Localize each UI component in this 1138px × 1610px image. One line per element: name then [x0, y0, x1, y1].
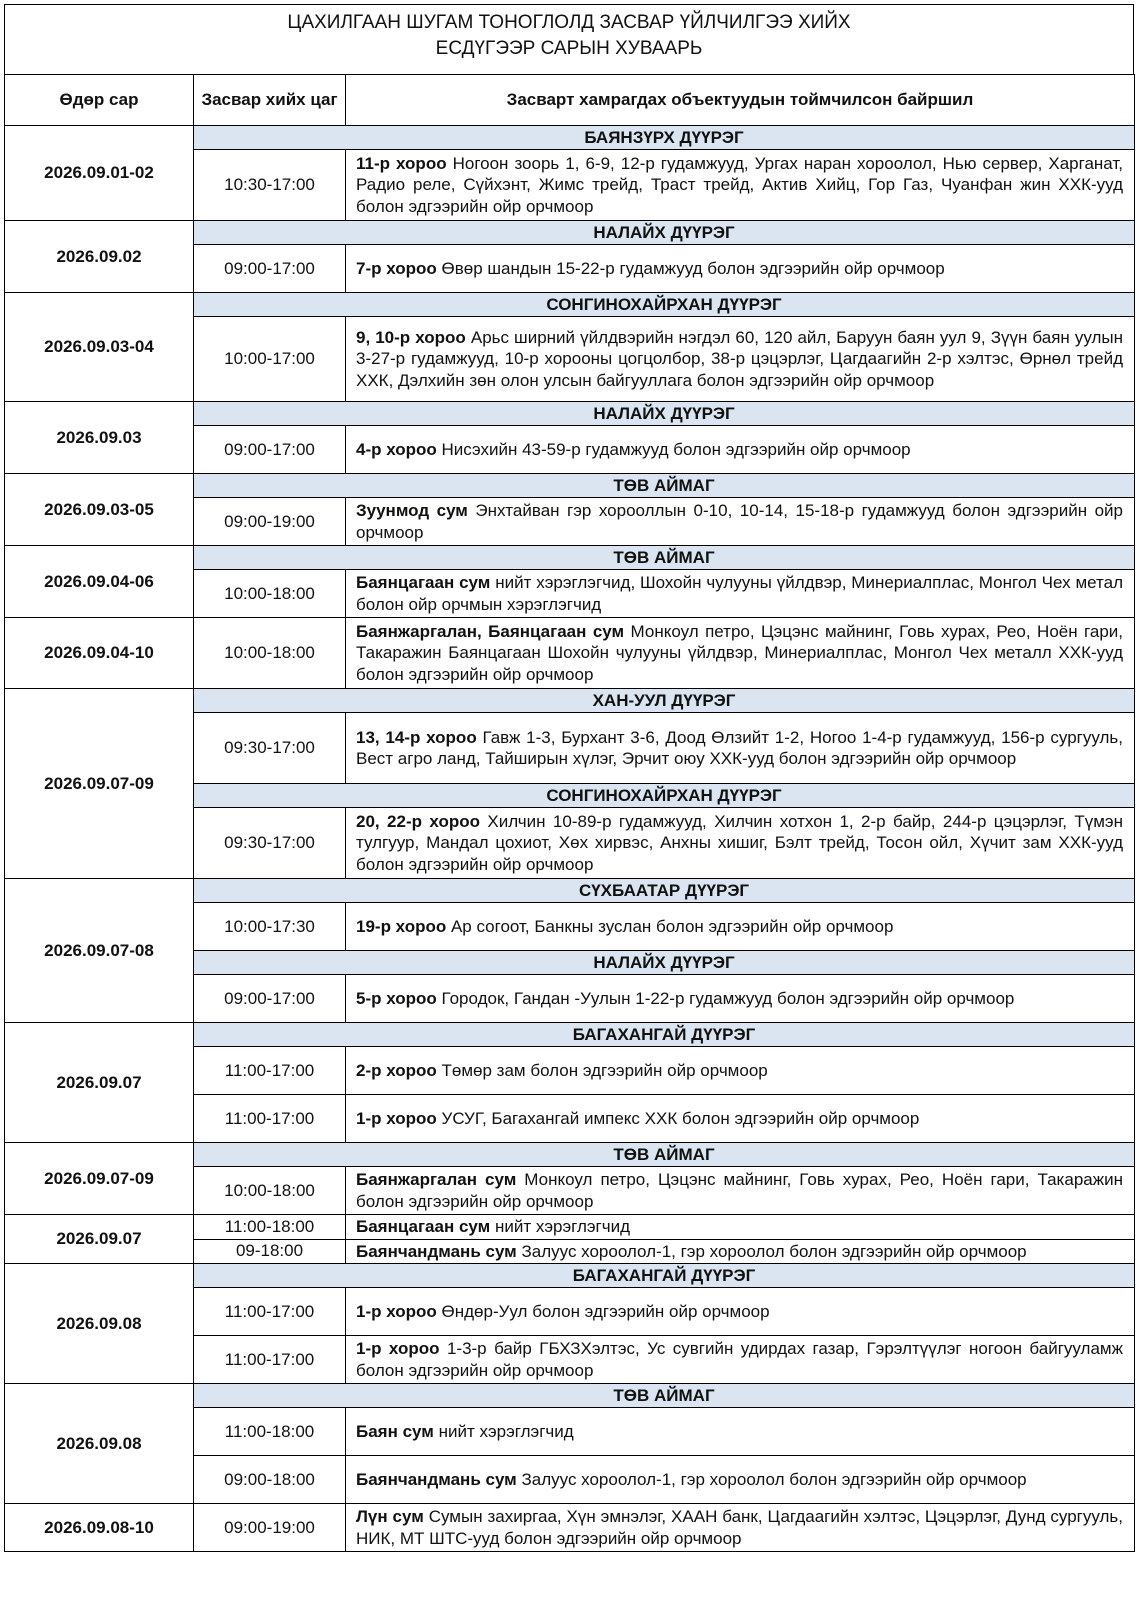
time-cell: 09:30-17:00 [194, 808, 346, 879]
location-description: Монкоул петро, Цэцэнс майнинг, Говь хурах, Рео, Ноён гари, Такаражин Баянцагаан Шохойн чулууны үйлдвэр, Минериалплас, Монгол Чех металл ХХК-ууд болон эдгээрийн ойр орчмоор [356, 621, 1123, 684]
district-row [5, 1143, 1135, 1167]
location-cell [346, 1047, 1135, 1095]
header-date: Өдөр сар [5, 75, 194, 126]
location-place: 9, 10-р хороо [356, 327, 466, 347]
schedule-row [5, 1215, 1135, 1240]
location-cell [346, 618, 1135, 689]
location-place: Баянцагаан сум [356, 573, 491, 592]
schedule-document [4, 4, 1134, 1606]
schedule-body [5, 126, 1135, 1552]
time-cell: 09:00-19:00 [194, 1504, 346, 1552]
district-row [5, 1384, 1135, 1408]
date-cell: 2026.09.07 [5, 1023, 194, 1143]
location-place: 7-р хороо [356, 258, 437, 278]
location-place: Баян сум [356, 1421, 434, 1441]
schedule-row [5, 618, 1135, 689]
location-description: 1-3-р байр ГБХЗХэлтэс, Ус сувгийн удирдах газар, Гэрэлтүүлэг ногоон байгууламж болон эдгээрийн ойр орчмоор [356, 1339, 1123, 1380]
time-cell: 11:00-17:00 [194, 1336, 346, 1384]
district-row [5, 402, 1135, 426]
time-cell: 10:00-18:00 [194, 1167, 346, 1215]
location-cell [346, 713, 1135, 784]
location-cell [346, 1504, 1135, 1552]
location-place: 11-р хороо [356, 153, 447, 173]
location-cell [346, 317, 1135, 402]
location-description: Нисэхийн 43-59-р гудамжууд болон эдгээрийн ойр орчмоор [436, 439, 911, 459]
title-line-2: ЕСДҮГЭЭР САРЫН ХУВААРЬ [435, 38, 703, 59]
location-description: Сумын захиргаа, Хүн эмнэлэг, ХААН банк, Цагдаагийн хэлтэс, Цэцэрлэг, Дунд сургууль, НИК, МТ ШТС-ууд болон эдгээрийн ойр орчмоор [356, 1507, 1123, 1548]
location-cell [346, 1288, 1135, 1336]
location-place: Баянжаргалан, Баянцагаан сум [356, 621, 625, 641]
location-description: Ногоон зоорь 1, 6-9, 12-р гудамжууд, Ургах наран хороолол, Нью сервер, Харганат, Радио реле, Сүйхэнт, Жимс трейд, Траст трейд, Актив Хийц, Гор Газ, Чуанфан жин ХХК-ууд болон эдгээрийн ойр орчмоор [356, 153, 1123, 216]
header-time: Засвар хийх цаг [194, 75, 346, 126]
district-row [5, 879, 1135, 903]
district-row [5, 221, 1135, 245]
location-description: Залуус хороолол-1, гэр хороолол болон эдгээрийн ойр орчмоор [516, 1469, 1027, 1489]
date-cell: 2026.09.08-10 [5, 1504, 194, 1552]
district-row [5, 546, 1135, 570]
location-place: 2-р хороо [356, 1060, 437, 1080]
location-description: нийт хэрэглэгчид [433, 1421, 574, 1441]
time-cell: 10:00-18:00 [194, 570, 346, 618]
location-cell [346, 1215, 1135, 1240]
time-cell: 11:00-17:00 [194, 1095, 346, 1143]
district-heading: СОНГИНОХАЙРХАН ДҮҮРЭГ [194, 293, 1135, 317]
location-description: УСУГ, Багахангай импекс ХХК болон эдгээрийн ойр орчмоор [436, 1108, 920, 1128]
document-title [4, 4, 1134, 74]
district-heading: ТӨВ АЙМАГ [194, 1143, 1135, 1167]
location-description: Гавж 1-3, Бурхант 3-6, Доод Өлзийт 1-2, Ногоо 1-4-р гудамжууд, 156-р сургууль, Вест агро ланд, Тайширын хүлэг, Эрчит оюу ХХК-ууд болон эдгээрийн ойр орчмоор [356, 727, 1123, 768]
location-place: 1-р хороо [356, 1301, 437, 1321]
time-cell: 10:00-17:30 [194, 903, 346, 951]
location-place: 19-р хороо [356, 916, 447, 936]
location-description: Хилчин 10-89-р гудамжууд, Хилчин хотхон 1, 2-р байр, 244-р цэцэрлэг, Түмэн тулгуур, Мандал цохиот, Хөх хирвэс, Анхны хишиг, Бэлт трейд, Тосон ойл, Хүчит зам ХХК-ууд болон эдгээрийн ойр орчмоор [356, 811, 1123, 874]
location-place: Зуунмод сум [356, 501, 468, 520]
location-place: 1-р хороо [356, 1339, 440, 1358]
district-heading: НАЛАЙХ ДҮҮРЭГ [194, 402, 1135, 426]
date-cell: 2026.09.04-10 [5, 618, 194, 689]
date-cell: 2026.09.07-09 [5, 1143, 194, 1215]
date-cell: 2026.09.01-02 [5, 126, 194, 221]
location-cell [346, 1408, 1135, 1456]
location-place: Баянжаргалан сум [356, 1170, 517, 1189]
time-cell: 10:00-17:00 [194, 317, 346, 402]
location-cell [346, 903, 1135, 951]
location-place: Баянчандмань сум [356, 1469, 517, 1489]
location-description: нийт хэрэглэгчид [490, 1217, 631, 1236]
location-description: Залуус хороолол-1, гэр хороолол болон эдгээрийн ойр орчмоор [516, 1241, 1027, 1261]
location-place: 20, 22-р хороо [356, 811, 480, 831]
location-description: Монкоул петро, Цэцэнс майнинг, Говь хурах, Рео, Ноён гари, Такаражин болон эдгээрийн ойр орчмоор [356, 1170, 1123, 1211]
location-description: Энхтайван гэр хорооллын 0-10, 10-14, 15-18-р гудамжууд болон эдгээрийн ойр орчмоор [356, 501, 1123, 542]
location-place: 13, 14-р хороо [356, 727, 477, 747]
location-place: Баянцагаан сум [356, 1217, 491, 1236]
date-cell: 2026.09.08 [5, 1384, 194, 1504]
district-row [5, 126, 1135, 150]
date-cell: 2026.09.03-04 [5, 293, 194, 402]
time-cell: 11:00-17:00 [194, 1288, 346, 1336]
location-cell [346, 1336, 1135, 1384]
location-description: нийт хэрэглэгчид, Шохойн чулууны үйлдвэр, Минериалплас, Монгол Чех метал болон ойр орчмын хэрэглэгчид [356, 573, 1123, 614]
district-heading: БАГАХАНГАЙ ДҮҮРЭГ [194, 1264, 1135, 1288]
header-row [5, 75, 1135, 126]
date-cell: 2026.09.02 [5, 221, 194, 293]
time-cell: 11:00-17:00 [194, 1047, 346, 1095]
district-row [5, 1264, 1135, 1288]
district-row [5, 293, 1135, 317]
location-place: 4-р хороо [356, 439, 437, 459]
time-cell: 10:00-18:00 [194, 618, 346, 689]
location-cell [346, 975, 1135, 1023]
schedule-table [4, 74, 1135, 1552]
location-cell [346, 570, 1135, 618]
date-cell: 2026.09.08 [5, 1264, 194, 1384]
location-place: Баянчандмань сум [356, 1241, 517, 1261]
location-cell [346, 245, 1135, 293]
district-heading: НАЛАЙХ ДҮҮРЭГ [194, 951, 1135, 975]
header-location: Засварт хамрагдах объектуудын тоймчилсон байршил [346, 75, 1135, 126]
date-cell: 2026.09.07 [5, 1215, 194, 1264]
date-cell: 2026.09.03-05 [5, 474, 194, 546]
time-cell: 09:00-19:00 [194, 498, 346, 546]
date-cell: 2026.09.04-06 [5, 546, 194, 618]
district-heading: БАГАХАНГАЙ ДҮҮРЭГ [194, 1023, 1135, 1047]
location-description: Арьс ширний үйлдвэрийн нэгдэл 60, 120 айл, Баруун баян уул 9, Зүүн баян уулын 3-27-р гудамжууд, 10-р хорооны цогцолбор, 38-р цэцэрлэг, Цагдаагийн 2-р хэлтэс, Өрнөл трейд ХХК, Дэлхийн зөн олон улсын байгууллага болон эдгээрийн ойр орчмоор [356, 327, 1124, 390]
district-row [5, 474, 1135, 498]
date-cell: 2026.09.07-08 [5, 879, 194, 1023]
location-cell [346, 1167, 1135, 1215]
district-heading: СОНГИНОХАЙРХАН ДҮҮРЭГ [194, 784, 1135, 808]
district-row [5, 689, 1135, 713]
location-description: Төмөр зам болон эдгээрийн ойр орчмоор [436, 1060, 768, 1080]
district-heading: ТӨВ АЙМАГ [194, 474, 1135, 498]
time-cell: 09:30-17:00 [194, 713, 346, 784]
location-cell [346, 1095, 1135, 1143]
district-heading: НАЛАЙХ ДҮҮРЭГ [194, 221, 1135, 245]
schedule-row [5, 1504, 1135, 1552]
location-cell [346, 1239, 1135, 1264]
location-description: Городок, Гандан -Уулын 1-22-р гудамжууд болон эдгээрийн ойр орчмоор [436, 988, 1015, 1008]
location-description: Ар согоот, Банкны зуслан болон эдгээрийн ойр орчмоор [446, 916, 894, 936]
district-heading: СҮХБААТАР ДҮҮРЭГ [194, 879, 1135, 903]
district-heading: ТӨВ АЙМАГ [194, 546, 1135, 570]
time-cell: 10:30-17:00 [194, 150, 346, 221]
district-row [5, 1023, 1135, 1047]
location-cell [346, 150, 1135, 221]
time-cell: 11:00-18:00 [194, 1408, 346, 1456]
location-cell [346, 498, 1135, 546]
district-heading: ХАН-УУЛ ДҮҮРЭГ [194, 689, 1135, 713]
location-place: 5-р хороо [356, 988, 437, 1008]
location-cell [346, 1456, 1135, 1504]
time-cell: 09:00-18:00 [194, 1456, 346, 1504]
district-heading: БАЯНЗҮРХ ДҮҮРЭГ [194, 126, 1135, 150]
title-line-1: ЦАХИЛГААН ШУГАМ ТОНОГЛОЛД ЗАСВАР ҮЙЛЧИЛГЭЭ ХИЙХ [287, 12, 851, 33]
location-cell [346, 808, 1135, 879]
location-place: Лүн сум [356, 1507, 424, 1526]
location-place: 1-р хороо [356, 1108, 437, 1128]
location-description: Өндөр-Уул болон эдгээрийн ойр орчмоор [436, 1301, 770, 1321]
location-description: Өвөр шандын 15-22-р гудамжууд болон эдгээрийн ойр орчмоор [436, 258, 945, 278]
time-cell: 11:00-18:00 [194, 1215, 346, 1240]
time-cell: 09-18:00 [194, 1239, 346, 1264]
time-cell: 09:00-17:00 [194, 426, 346, 474]
time-cell: 09:00-17:00 [194, 245, 346, 293]
district-heading: ТӨВ АЙМАГ [194, 1384, 1135, 1408]
date-cell: 2026.09.03 [5, 402, 194, 474]
location-cell [346, 426, 1135, 474]
time-cell: 09:00-17:00 [194, 975, 346, 1023]
date-cell: 2026.09.07-09 [5, 689, 194, 879]
